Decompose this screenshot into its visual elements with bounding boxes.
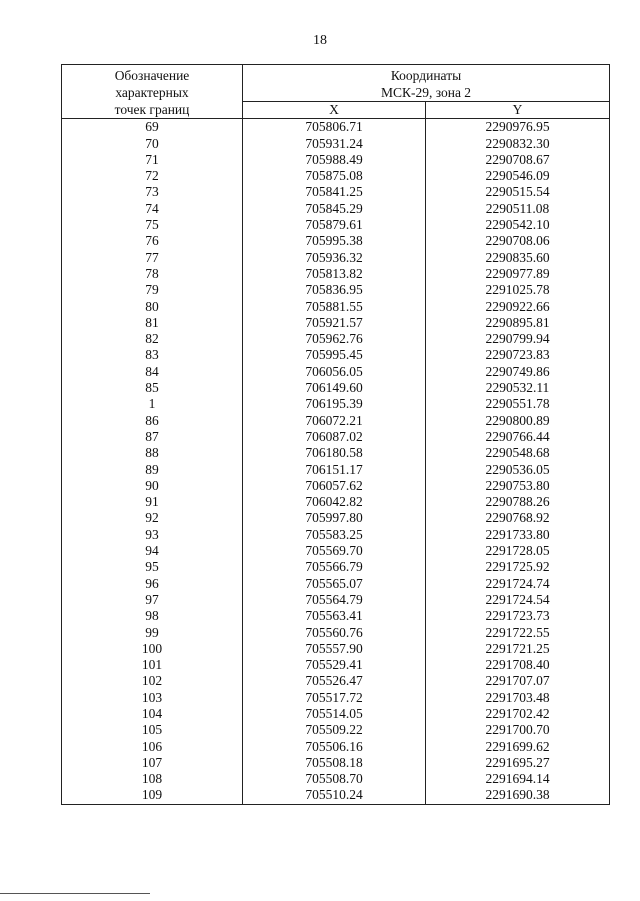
cell-point: 72 [62,168,243,184]
cell-x: 705995.38 [243,233,426,249]
table-row [62,184,610,200]
cell-y: 2290977.89 [426,266,610,282]
cell-x: 706149.60 [243,380,426,396]
table-row [62,429,610,445]
cell-x: 706180.58 [243,445,426,461]
table-row [62,576,610,592]
cell-x: 705564.79 [243,592,426,608]
cell-point: 109 [62,787,243,804]
table-row [62,722,610,738]
cell-x: 705526.47 [243,673,426,689]
cell-y: 2291703.48 [426,690,610,706]
cell-y: 2291707.07 [426,673,610,689]
cell-y: 2291721.25 [426,641,610,657]
cell-x: 705514.05 [243,706,426,722]
cell-y: 2290922.66 [426,299,610,315]
table-row [62,364,610,380]
cell-y: 2290800.89 [426,413,610,429]
cell-y: 2290788.26 [426,494,610,510]
cell-point: 1 [62,396,243,412]
cell-x: 705508.70 [243,771,426,787]
cell-y: 2290895.81 [426,315,610,331]
cell-point: 90 [62,478,243,494]
cell-point: 78 [62,266,243,282]
cell-x: 706057.62 [243,478,426,494]
cell-y: 2290546.09 [426,168,610,184]
cell-y: 2290753.80 [426,478,610,494]
cell-y: 2290768.92 [426,510,610,526]
cell-point: 107 [62,755,243,771]
cell-point: 80 [62,299,243,315]
cell-x: 705881.55 [243,299,426,315]
cell-point: 77 [62,250,243,266]
table-row [62,543,610,559]
cell-point: 84 [62,364,243,380]
cell-x: 705921.57 [243,315,426,331]
cell-x: 705936.32 [243,250,426,266]
cell-x: 706072.21 [243,413,426,429]
cell-x: 705508.18 [243,755,426,771]
table-body [62,119,610,804]
cell-x: 706151.17 [243,462,426,478]
cell-x: 706195.39 [243,396,426,412]
cell-y: 2290511.08 [426,201,610,217]
cell-y: 2291722.55 [426,625,610,641]
page-edge-line [0,893,150,894]
cell-y: 2291702.42 [426,706,610,722]
cell-point: 75 [62,217,243,233]
cell-x: 705557.90 [243,641,426,657]
cell-x: 705563.41 [243,608,426,624]
cell-x: 705560.76 [243,625,426,641]
cell-point: 74 [62,201,243,217]
cell-x: 705806.71 [243,119,426,136]
table-row [62,299,610,315]
cell-y: 2290708.06 [426,233,610,249]
table-row [62,331,610,347]
coordinates-table [61,64,610,805]
table-row [62,657,610,673]
table-row [62,510,610,526]
cell-y: 2290749.86 [426,364,610,380]
cell-x: 705836.95 [243,282,426,298]
table-row [62,592,610,608]
cell-x: 706042.82 [243,494,426,510]
table-row [62,396,610,412]
cell-y: 2291690.38 [426,787,610,804]
cell-x: 705845.29 [243,201,426,217]
cell-point: 104 [62,706,243,722]
cell-x: 705565.07 [243,576,426,592]
cell-x: 705510.24 [243,787,426,804]
table-row [62,217,610,233]
cell-x: 705997.80 [243,510,426,526]
cell-point: 71 [62,152,243,168]
cell-y: 2291723.73 [426,608,610,624]
cell-point: 76 [62,233,243,249]
cell-point: 86 [62,413,243,429]
cell-x: 705879.61 [243,217,426,233]
cell-point: 69 [62,119,243,136]
cell-point: 102 [62,673,243,689]
cell-y: 2290551.78 [426,396,610,412]
table-row [62,282,610,298]
table-row [62,445,610,461]
cell-point: 85 [62,380,243,396]
header-point-line-2: характерных [115,85,189,100]
table-row [62,739,610,755]
cell-y: 2291725.92 [426,559,610,575]
header-coordinates [243,65,610,102]
cell-y: 2291700.70 [426,722,610,738]
table-row [62,559,610,575]
cell-y: 2290536.05 [426,462,610,478]
table-row [62,527,610,543]
cell-x: 705566.79 [243,559,426,575]
cell-point: 93 [62,527,243,543]
table-row [62,380,610,396]
cell-point: 81 [62,315,243,331]
cell-y: 2291724.74 [426,576,610,592]
cell-point: 82 [62,331,243,347]
table-row [62,413,610,429]
cell-y: 2290832.30 [426,136,610,152]
cell-x: 705509.22 [243,722,426,738]
cell-point: 101 [62,657,243,673]
cell-point: 89 [62,462,243,478]
cell-point: 106 [62,739,243,755]
cell-point: 92 [62,510,243,526]
cell-y: 2291025.78 [426,282,610,298]
cell-point: 98 [62,608,243,624]
cell-y: 2290548.68 [426,445,610,461]
cell-y: 2290799.94 [426,331,610,347]
cell-x: 705569.70 [243,543,426,559]
cell-point: 95 [62,559,243,575]
cell-point: 91 [62,494,243,510]
table-row [62,201,610,217]
cell-x: 706087.02 [243,429,426,445]
cell-y: 2291708.40 [426,657,610,673]
cell-x: 705962.76 [243,331,426,347]
table-row [62,706,610,722]
cell-point: 79 [62,282,243,298]
header-y: Y [426,102,610,119]
cell-x: 705506.16 [243,739,426,755]
cell-point: 108 [62,771,243,787]
cell-x: 705988.49 [243,152,426,168]
cell-x: 706056.05 [243,364,426,380]
cell-x: 705931.24 [243,136,426,152]
cell-y: 2290515.54 [426,184,610,200]
cell-x: 705841.25 [243,184,426,200]
cell-point: 87 [62,429,243,445]
table-row [62,690,610,706]
table-row [62,250,610,266]
table-row [62,755,610,771]
cell-y: 2290723.83 [426,347,610,363]
cell-x: 705583.25 [243,527,426,543]
table-row [62,625,610,641]
cell-y: 2291694.14 [426,771,610,787]
cell-y: 2291699.62 [426,739,610,755]
cell-x: 705517.72 [243,690,426,706]
cell-point: 100 [62,641,243,657]
cell-point: 83 [62,347,243,363]
table-row [62,494,610,510]
cell-point: 97 [62,592,243,608]
header-point-line-3: точек границ [114,102,190,117]
table-row [62,462,610,478]
cell-point: 103 [62,690,243,706]
cell-y: 2291728.05 [426,543,610,559]
page-number: 18 [313,33,327,48]
cell-x: 705813.82 [243,266,426,282]
table-row [62,787,610,804]
cell-y: 2290976.95 [426,119,610,136]
cell-x: 705995.45 [243,347,426,363]
cell-y: 2291733.80 [426,527,610,543]
cell-y: 2291724.54 [426,592,610,608]
table-row [62,152,610,168]
table-row [62,673,610,689]
cell-y: 2291695.27 [426,755,610,771]
cell-y: 2290542.10 [426,217,610,233]
table-row [62,608,610,624]
cell-point: 70 [62,136,243,152]
cell-y: 2290532.11 [426,380,610,396]
header-point-designation [62,65,243,119]
cell-point: 73 [62,184,243,200]
header-point-line-1: Обозначение [114,68,190,83]
table-row [62,233,610,249]
cell-y: 2290766.44 [426,429,610,445]
cell-point: 94 [62,543,243,559]
table-row [62,347,610,363]
header-x: X [243,102,426,119]
cell-point: 96 [62,576,243,592]
table-row [62,641,610,657]
cell-y: 2290835.60 [426,250,610,266]
cell-x: 705529.41 [243,657,426,673]
table-row [62,478,610,494]
table-row [62,771,610,787]
cell-x: 705875.08 [243,168,426,184]
cell-point: 105 [62,722,243,738]
table-row [62,168,610,184]
table-row [62,136,610,152]
table-row [62,119,610,136]
header-coordinate-system: МСК-29, зона 2 [380,85,472,100]
header-coordinates-title: Координаты [390,68,462,83]
cell-y: 2290708.67 [426,152,610,168]
cell-point: 88 [62,445,243,461]
cell-point: 99 [62,625,243,641]
table-row [62,266,610,282]
table-row [62,315,610,331]
